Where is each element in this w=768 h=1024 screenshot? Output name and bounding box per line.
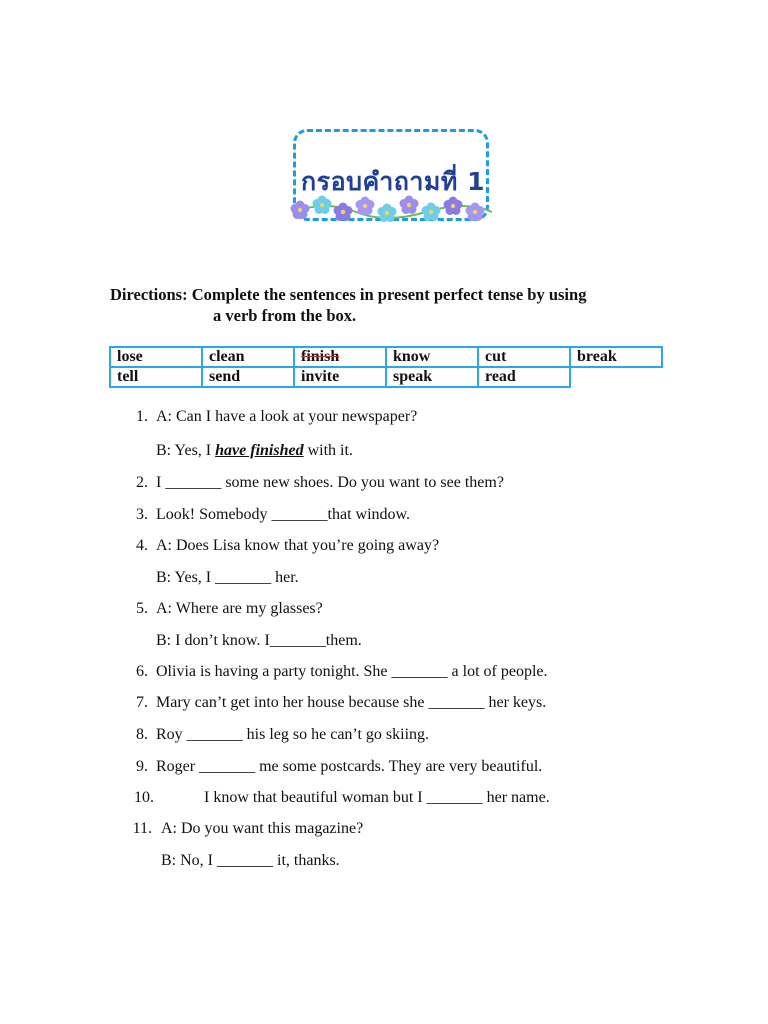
directions-line1: Complete the sentences in present perfect tense by using bbox=[191, 285, 587, 304]
question-text: Olivia is having a party tonight. She _______ a lot of people. bbox=[156, 663, 548, 680]
verb-cell: speak bbox=[386, 367, 478, 387]
verb-row bbox=[110, 367, 662, 387]
verb-box bbox=[109, 346, 663, 388]
question-text: Roy _______ his leg so he can’t go skiing. bbox=[156, 726, 430, 743]
question-text: A: Can I have a look at your newspaper? bbox=[156, 408, 418, 425]
question-text: A: Do you want this magazine? bbox=[161, 820, 364, 837]
question-number: 1. bbox=[136, 408, 148, 425]
verb-cell: tell bbox=[110, 367, 202, 387]
verb-cell: invite bbox=[294, 367, 386, 387]
flower-garland-decoration bbox=[286, 192, 498, 228]
verb-row bbox=[110, 347, 662, 367]
verb-cell: know bbox=[386, 347, 478, 367]
question-text: B: No, I _______ it, thanks. bbox=[161, 852, 340, 869]
question-text: Look! Somebody _______that window. bbox=[156, 506, 411, 523]
directions-line2: a verb from the box. bbox=[213, 306, 357, 325]
question-text: A: Does Lisa know that you’re going away? bbox=[156, 537, 440, 554]
question-text: A: Where are my glasses? bbox=[156, 600, 323, 617]
question-number: 3. bbox=[136, 506, 148, 523]
verb-cell-empty bbox=[570, 367, 662, 387]
question-text: Roger _______ me some postcards. They are very beautiful. bbox=[156, 758, 543, 775]
question-number: 8. bbox=[136, 726, 148, 743]
question-text: Mary can’t get into her house because she _______ her keys. bbox=[156, 694, 547, 711]
question-number: 9. bbox=[136, 758, 148, 775]
verb-cell: clean bbox=[202, 347, 294, 367]
question-number: 5. bbox=[136, 600, 148, 617]
question-text: B: I don’t know. I_______them. bbox=[156, 632, 362, 649]
question-number: 6. bbox=[136, 663, 148, 680]
directions-label: Directions: bbox=[110, 285, 188, 304]
question-text: I _______ some new shoes. Do you want to see them? bbox=[156, 474, 504, 491]
verb-cell: read bbox=[478, 367, 570, 387]
verb-cell: send bbox=[202, 367, 294, 387]
question-text: B: Yes, I _______ her. bbox=[156, 569, 299, 586]
question-text: I know that beautiful woman but I _______ her name. bbox=[204, 789, 550, 806]
question-text bbox=[156, 442, 353, 460]
question-number: 2. bbox=[136, 474, 148, 491]
verb-cell: cut bbox=[478, 347, 570, 367]
page-title: กรอบคำถามที่ 1 bbox=[301, 167, 485, 196]
answer-suffix: with it. bbox=[303, 442, 353, 459]
answer-prefix: B: Yes, I bbox=[156, 442, 216, 459]
verb-cell: lose bbox=[110, 347, 202, 367]
question-number: 7. bbox=[136, 694, 148, 711]
example-answer: have finished bbox=[215, 442, 304, 459]
directions bbox=[110, 284, 710, 326]
verb-cell: break bbox=[570, 347, 662, 367]
question-number: 11. bbox=[132, 820, 152, 837]
verb-cell-used: finish bbox=[294, 347, 386, 367]
question-number: 10. bbox=[134, 789, 154, 806]
question-number: 4. bbox=[136, 537, 148, 554]
